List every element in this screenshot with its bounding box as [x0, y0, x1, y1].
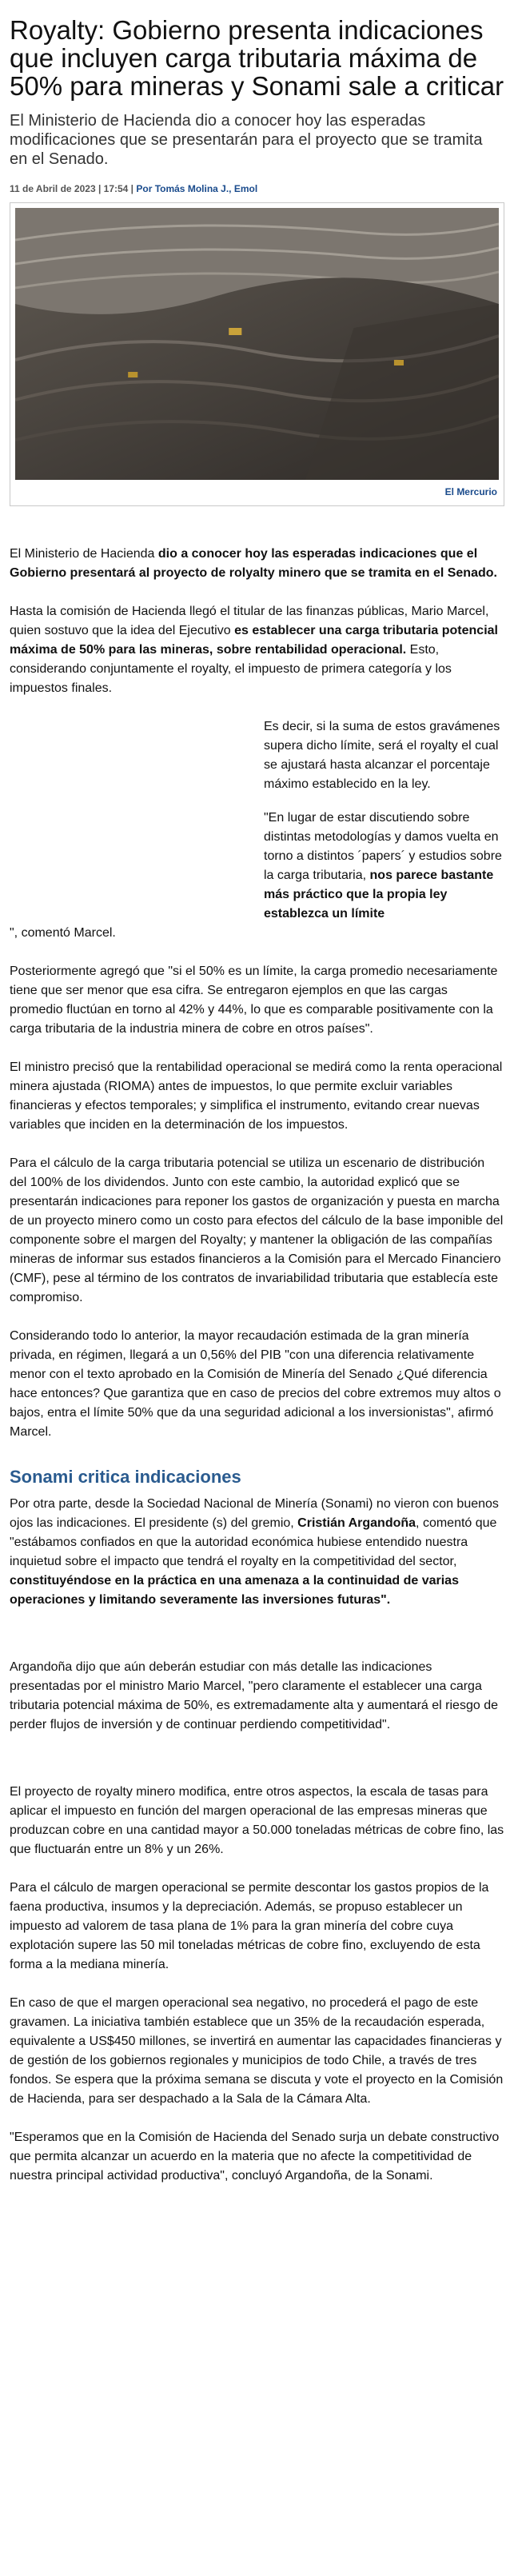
section-subtitle: Sonami critica indicaciones — [10, 1467, 241, 1487]
paragraph-1: El Ministerio de Hacienda dio a conocer hoy las esperadas indicaciones que el Gobierno presentará al proyecto de rolyalty minero que se tramita en el Senado. — [10, 547, 497, 580]
paragraph-7: Para el cálculo de la carga tributaria potencial se utiliza un escenario de distribución del 100% de los dividendos. Junto con este cambio, la autoridad explicó que se presentarán indicaciones para reponer los gastos de organización y puesta en marcha de un proyecto minero como un costo para efectos del cálculo de la base imponible del componente sobre el margen del Royalty; y mantener la obligación de las compañías mineras de informar sus estados financieros a la Comisión para el Mercado Financiero (CMF), pese al término de los contratos de invariabilidad tributaria que establecía este compromiso. — [10, 1156, 504, 1304]
article-date: 11 de Abril de 2023 | 17:54 | — [10, 183, 137, 194]
paragraph-6: El ministro precisó que la rentabilidad operacional se medirá como la renta operacional minera ajustada (RIOMA) antes de impuestos, lo que permite excluir variables financieras y efectos temporales; y simplifica el instrumento, evitando crear nuevas variables que inciden en la determinación de los impuestos. — [10, 1060, 503, 1132]
paragraph-5: Posteriormente agregó que "si el 50% es un límite, la carga promedio necesariamente tiene que ser menor que esa cifra. Se entregaron ejemplos en que las cargas promedio fluctúan en torno al 42% y 44%, lo que es comparable positivamente con la carga tributaria de la industria minera de cobre en otros países". — [10, 965, 498, 1036]
paragraph-11: El proyecto de royalty minero modifica, entre otros aspectos, la escala de tasas para aplicar el impuesto en función del margen operacional de las empresas mineras que produzcan cobre en una cantidad mayor a 50.000 toneladas métricas de cobre fino, las que fluctuarán entre un 8% y un 26%. — [10, 1785, 504, 1856]
spacer — [10, 1754, 504, 1783]
photo-credit: El Mercurio — [444, 486, 497, 497]
paragraph-10: Argandoña dijo que aún deberán estudiar con más detalle las indicaciones presentadas por el ministro Mario Marcel, "pero claramente el establecer una carga tributaria potencial máxima de 50%, es extremadamente alta y aumentará el riesgo de perder flujos de inversión y de continuar perdiendo competitividad". — [10, 1660, 498, 1731]
article — [0, 16, 514, 2186]
paragraph-14: "Esperamos que en la Comisión de Hacienda del Senado surja un debate constructivo que permita alcanzar un acuerdo en la materia que no afecte la competitividad de nuestra principal actividad productiva", concluyó Argandoña, de la Sonami. — [10, 2131, 500, 2183]
article-body — [10, 545, 504, 2186]
paragraph-4: "En lugar de estar discutiendo sobre distintas metodologías y damos vuelta en torno a distintos ´papers´ y estudios sobre la carga tributaria, nos parece bastante más práctico que la propia ley establezca un límite ", comentó Marcel. — [10, 811, 502, 940]
paragraph-3: Es decir, si la suma de estos gravámenes supera dicho límite, será el royalty el cual se ajustará hasta alcanzar el porcentaje máximo establecido en la ley. — [264, 720, 500, 791]
paragraph-2: Hasta la comisión de Hacienda llegó el titular de las finanzas públicas, Mario Marcel, quien sostuvo que la idea del Ejecutivo es establecer una carga tributaria potencial máxima de 50% para las mineras, sobre rentabilidad operacional. Esto, considerando conjuntamente el royalty, el impuesto de primera categoría y los impuestos finales. — [10, 605, 498, 695]
photo-box — [10, 202, 504, 506]
paragraph-9: Por otra parte, desde la Sociedad Nacional de Minería (Sonami) no vieron con buenos ojos las indicaciones. El presidente (s) del gremio, Cristián Argandoña, comentó que "estábamos confiados en que la autoridad económica hubiese entendido nuestra inquietud sobre el impacto que tendrá el royalty en la competitividad del sector, constituyéndose en la práctica en una amenaza a la continuidad de varias operaciones y limitando severamente las inversiones futuras". — [10, 1497, 499, 1607]
mine-photo — [15, 208, 499, 480]
quote-block — [264, 717, 504, 794]
paragraph-8: Considerando todo lo anterior, la mayor recaudación estimada de la gran minería privada, en régimen, llegará a un 0,56% del PIB "con una diferencia relativamente menor con el texto aprobado en la Comisión de Minería del Senado ¿Qué diferencia hace entonces? Que garantiza que en caso de precios del cobre extremos muy altos o bajos, entra el límite 50% que da una seguridad adicional a los inversionistas", afirmó Marcel. — [10, 1329, 501, 1439]
article-summary: El Ministerio de Hacienda dio a conocer hoy las esperadas modificaciones que se presentarán para el proyecto que se tramita en el Senado. — [10, 112, 483, 168]
article-title: Royalty: Gobierno presenta indicaciones que incluyen carga tributaria máxima de 50% para mineras y Sonami sale a criticar — [10, 15, 504, 101]
byline — [10, 183, 504, 194]
spacer — [10, 1629, 504, 1658]
paragraph-12: Para el cálculo de margen operacional se permite descontar los gastos propios de la faena productiva, insumos y la depreciación. Además, se propuso establecer un impuesto ad valorem de tasa plana de 1% para la gran minería del cobre cuya explotación supere las 50 mil toneladas métricas de cobre fino, excluyendo de esta forma a la mediana minería. — [10, 1881, 489, 1971]
article-author[interactable]: Por Tomás Molina J., Emol — [136, 183, 258, 194]
paragraph-13: En caso de que el margen operacional sea negativo, no procederá el pago de este gravamen. La iniciativa también establece que un 35% de la recaudación esperada, equivalente a US$450 millones, se invertirá en aumentar las capacidades financieras y de gestión de los gobiernos regionales y municipios de todo Chile, a través de tres fondos. Se espera que la próxima semana se discuta y vote el proyecto en la Comisión de Hacienda, para ser despachado a la Sala de la Cámara Alta. — [10, 1996, 504, 2106]
